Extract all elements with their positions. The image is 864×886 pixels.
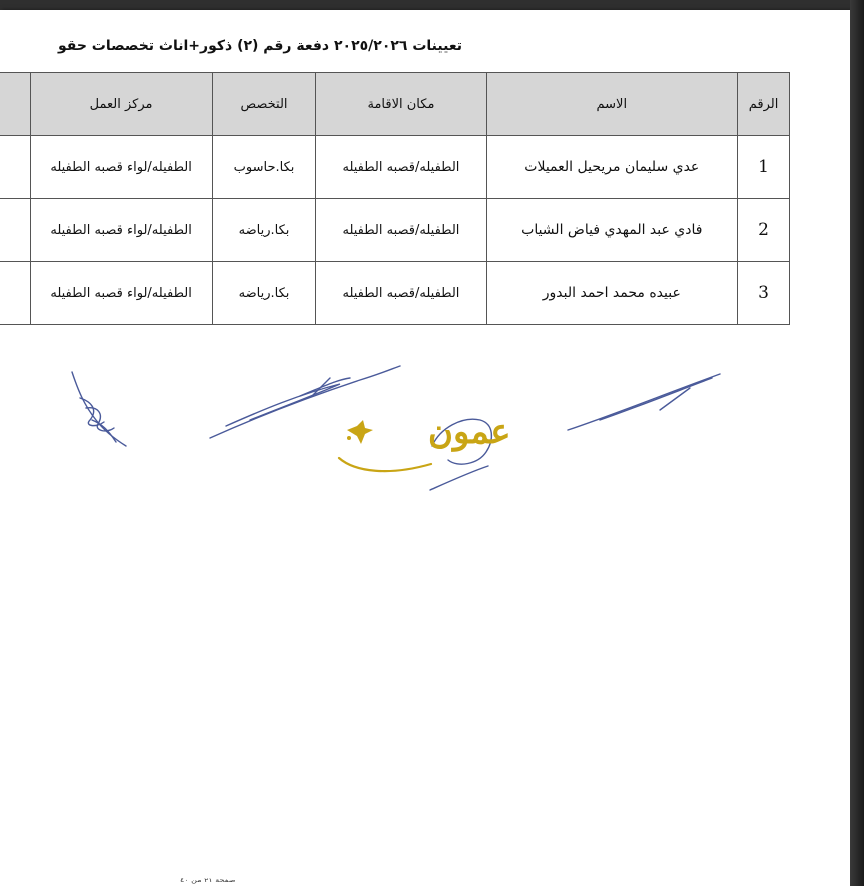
cell-extra: [0, 199, 30, 262]
appointments-table: [0, 72, 790, 325]
signature-right: [568, 374, 720, 430]
watermark-logo-icon: [335, 410, 435, 490]
header-number: الرقم: [738, 73, 790, 136]
signature-left: [72, 372, 126, 446]
cell-specialty: بكا.رياضه: [212, 199, 316, 262]
cell-specialty: بكا.رياضه: [212, 262, 316, 325]
header-workplace: مركز العمل: [30, 73, 212, 136]
header-extra: [0, 73, 30, 136]
watermark-text: عمون: [428, 412, 511, 452]
cell-residence: الطفيله/قصبه الطفيله: [316, 136, 486, 199]
cell-number: 1: [738, 136, 790, 199]
cell-residence: الطفيله/قصبه الطفيله: [316, 262, 486, 325]
document-title: تعيينات ٢٠٢٥/٢٠٢٦ دفعة رقم (٢) ذكور+اناث تخصصات حقو: [57, 38, 462, 54]
cell-name: فادي عبد المهدي فياض الشياب: [486, 199, 738, 262]
scanner-edge: [850, 0, 864, 886]
header-name: الاسم: [486, 73, 738, 136]
table-header-row: [0, 73, 790, 136]
table-row: [0, 199, 790, 262]
cell-number: 2: [738, 199, 790, 262]
cell-residence: الطفيله/قصبه الطفيله: [316, 199, 486, 262]
cell-workplace: الطفيله/لواء قصبه الطفيله: [30, 199, 212, 262]
document-page: [0, 10, 850, 886]
page-footer: صفحة ٢١ من ٤٠: [180, 877, 236, 884]
cell-specialty: بكا.حاسوب: [212, 136, 316, 199]
cell-name: عبيده محمد احمد البدور: [486, 262, 738, 325]
cell-name: عدي سليمان مريحيل العميلات: [486, 136, 738, 199]
cell-extra: [0, 262, 30, 325]
table-row: [0, 136, 790, 199]
cell-workplace: الطفيله/لواء قصبه الطفيله: [30, 136, 212, 199]
header-residence: مكان الاقامة: [316, 73, 486, 136]
header-specialty: التخصص: [212, 73, 316, 136]
title-container: [0, 34, 462, 58]
cell-workplace: الطفيله/لواء قصبه الطفيله: [30, 262, 212, 325]
cell-number: 3: [738, 262, 790, 325]
cell-extra: [0, 136, 30, 199]
table-row: [0, 262, 790, 325]
